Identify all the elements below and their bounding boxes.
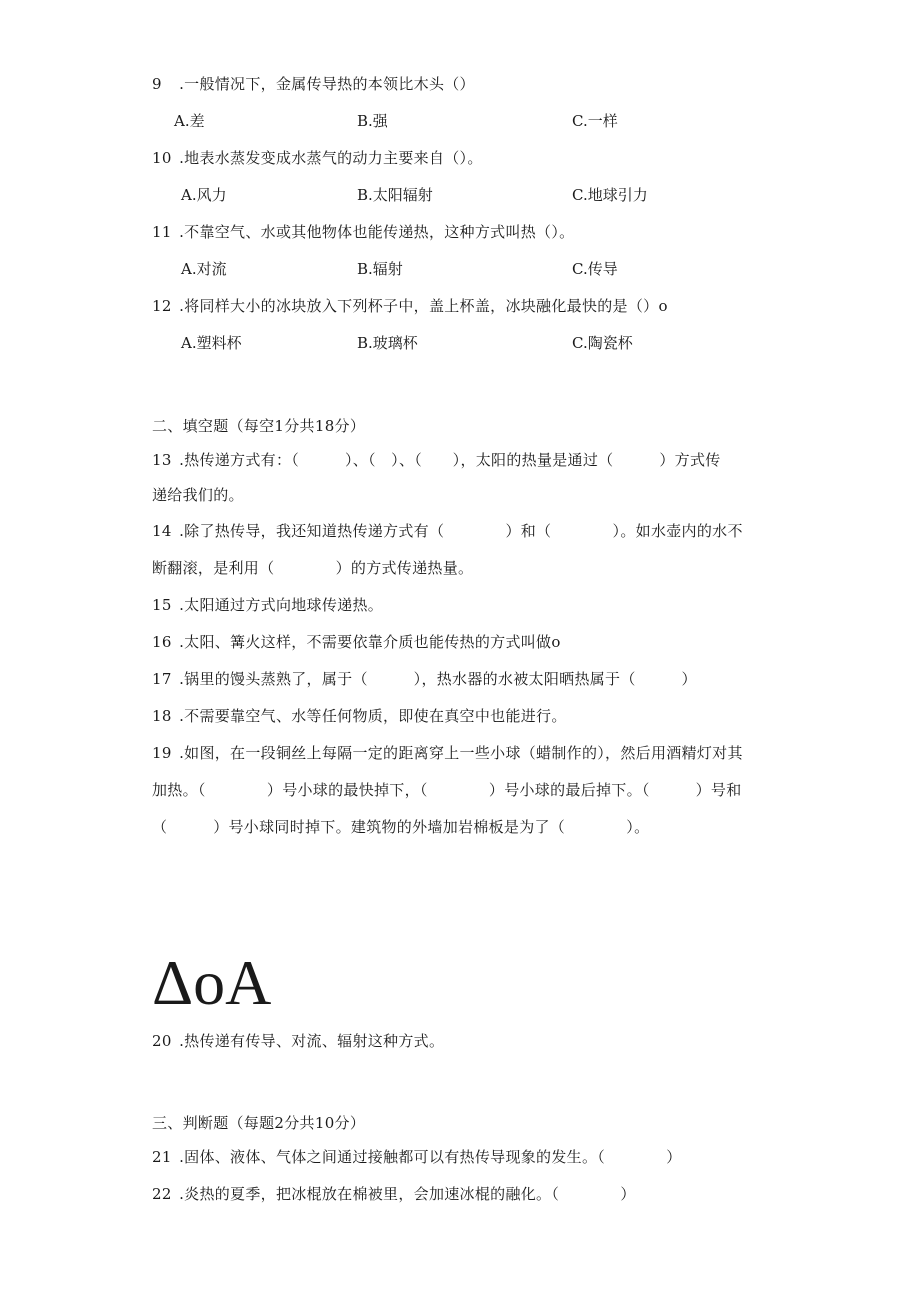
question-18 <box>152 706 567 726</box>
question-number: 14 <box>152 522 172 540</box>
option-b: B.强 <box>357 112 388 130</box>
question-11 <box>152 222 574 242</box>
question-text: .除了热传导，我还知道热传递方式有（ ）和（ ）。如水壶内的水不 <box>179 522 743 540</box>
option-a: A.差 <box>174 112 205 130</box>
question-22 <box>152 1184 636 1204</box>
question-text: .太阳、篝火这样，不需要依靠介质也能传热的方式叫做o <box>179 633 561 651</box>
question-14-continuation: 断翻滚，是利用（ ）的方式传递热量。 <box>152 559 474 577</box>
question-text: .不靠空气、水或其他物体也能传递热，这种方式叫热（）。 <box>179 223 575 241</box>
option-c: C.传导 <box>572 260 618 278</box>
question-text: .热传递方式有：（ ）、（ ）、（ ），太阳的热量是通过（ ）方式传 <box>179 451 721 469</box>
question-number: 20 <box>152 1032 172 1050</box>
question-13 <box>152 450 721 470</box>
question-number: 11 <box>152 223 172 241</box>
question-text: .不需要靠空气、水等任何物质，即使在真空中也能进行。 <box>179 707 567 725</box>
question-20 <box>152 1031 444 1051</box>
question-12 <box>152 296 668 316</box>
question-17 <box>152 669 697 689</box>
option-a: A.风力 <box>181 186 227 204</box>
question-text: .如图，在一段铜丝上每隔一定的距离穿上一些小球（蜡制作的），然后用酒精灯对其 <box>179 744 743 762</box>
question-10 <box>152 148 483 168</box>
option-a: A.对流 <box>181 260 227 278</box>
question-number: 21 <box>152 1148 172 1166</box>
option-b: B.玻璃杯 <box>357 334 418 352</box>
question-16 <box>152 632 561 652</box>
option-c: C.陶瓷杯 <box>572 334 633 352</box>
question-text: .锅里的馒头蒸熟了，属于（ ），热水器的水被太阳晒热属于（ ） <box>179 670 697 688</box>
option-b: B.太阳辐射 <box>357 186 433 204</box>
section-title-fill-in: 二、填空题（每空1分共18分） <box>152 417 366 435</box>
question-number: 19 <box>152 744 172 762</box>
question-number: 16 <box>152 633 172 651</box>
question-text: .将同样大小的冰块放入下列杯子中，盖上杯盖，冰块融化最快的是（）o <box>179 297 668 315</box>
question-number: 10 <box>152 149 172 167</box>
question-number: 9 <box>152 75 162 93</box>
question-text: .一般情况下，金属传导热的本领比木头（） <box>179 75 475 93</box>
question-text: .炎热的夏季，把冰棍放在棉被里，会加速冰棍的融化。（ ） <box>179 1185 636 1203</box>
option-a: A.塑料杯 <box>181 334 242 352</box>
question-text: .热传递有传导、对流、辐射这种方式。 <box>179 1032 445 1050</box>
question-14 <box>152 521 743 541</box>
question-15 <box>152 595 383 615</box>
question-number: 15 <box>152 596 172 614</box>
question-19-continuation: 加热。（ ）号小球的最快掉下，（ ）号小球的最后掉下。（ ）号和 <box>152 781 742 799</box>
question-text: .固体、液体、气体之间通过接触都可以有热传导现象的发生。（ ） <box>179 1148 682 1166</box>
question-21 <box>152 1147 682 1167</box>
option-c: C.地球引力 <box>572 186 648 204</box>
question-number: 12 <box>152 297 172 315</box>
question-9 <box>152 74 475 94</box>
question-text: .太阳通过方式向地球传递热。 <box>179 596 384 614</box>
question-number: 17 <box>152 670 172 688</box>
option-c: C.一样 <box>572 112 618 130</box>
question-number: 22 <box>152 1185 172 1203</box>
question-number: 18 <box>152 707 172 725</box>
question-13-continuation: 递给我们的。 <box>152 486 244 504</box>
section-title-true-false: 三、判断题（每题2分共10分） <box>152 1114 366 1132</box>
figure-placeholder-text: ΔoA <box>152 947 272 1018</box>
question-19 <box>152 743 743 763</box>
option-b: B.辐射 <box>357 260 403 278</box>
question-19-continuation-2: （ ）号小球同时掉下。建筑物的外墙加岩棉板是为了（ ）。 <box>152 818 650 836</box>
question-text: .地表水蒸发变成水蒸气的动力主要来自（）。 <box>179 149 483 167</box>
question-number: 13 <box>152 451 172 469</box>
